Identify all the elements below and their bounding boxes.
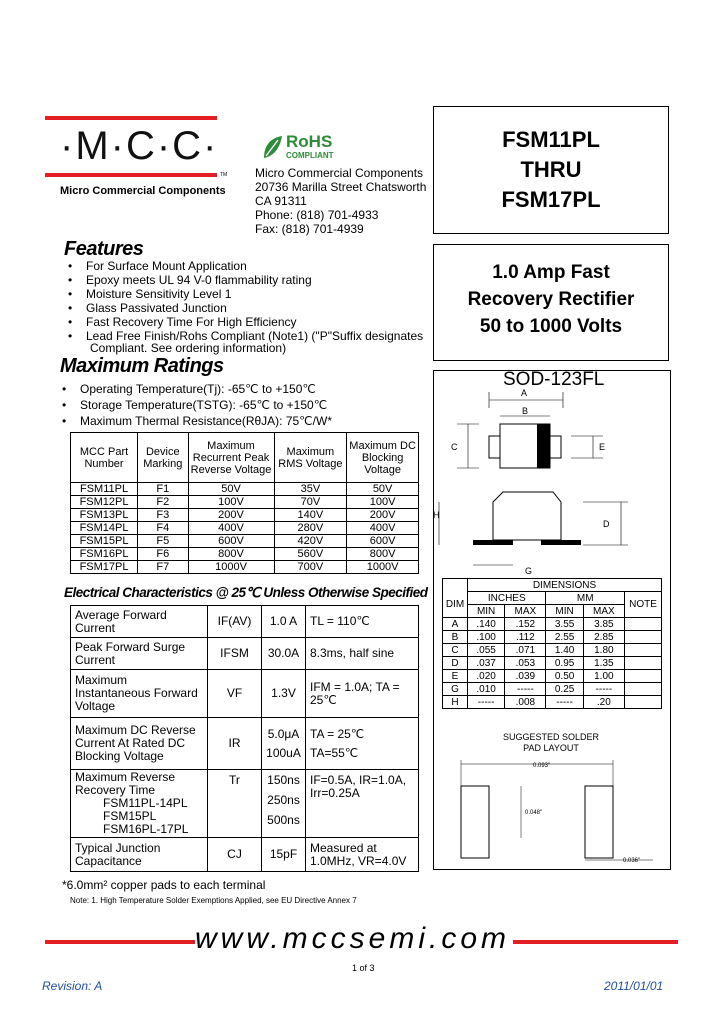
dim-cell: E xyxy=(443,670,468,683)
mr-header: Device Marking xyxy=(138,433,188,483)
rohs-title: RoHS xyxy=(286,132,333,151)
ec-subpart: FSM16PL-17PL xyxy=(103,822,189,836)
ec-param: Maximum DC Reverse Current At Rated DC Blocking Voltage xyxy=(71,718,208,770)
mr-cell: 400V xyxy=(188,522,274,535)
address-line: CA 91311 xyxy=(255,194,307,208)
mr-row xyxy=(71,535,419,548)
dim-header: NOTE xyxy=(625,592,662,618)
mr-row xyxy=(71,522,419,535)
mr-cell: 35V xyxy=(274,483,347,496)
mr-cell: 800V xyxy=(188,548,274,561)
mr-cell: 140V xyxy=(274,509,347,522)
dim-cell: 3.85 xyxy=(583,618,624,631)
page-number: 1 of 3 xyxy=(352,963,375,973)
dim-cell: .020 xyxy=(468,670,505,683)
ec-value: 30.0A xyxy=(262,638,306,670)
pad-right xyxy=(585,786,613,858)
dim-cell: 3.55 xyxy=(546,618,583,631)
dim-header: DIM xyxy=(443,592,468,618)
dim-cell: H xyxy=(443,696,468,709)
dim-cell: 2.85 xyxy=(583,631,624,644)
address-line: Fax: (818) 701-4939 xyxy=(255,222,364,236)
address-line: Phone: (818) 701-4933 xyxy=(255,208,379,222)
description-box xyxy=(433,244,669,361)
feature-item: • Lead Free Finish/Rohs Compliant (Note1) ("P"Suffix designates xyxy=(64,329,423,343)
dimensions-table xyxy=(442,578,662,709)
electrical-table xyxy=(70,605,419,872)
ec-value: 1.0 A xyxy=(262,606,306,638)
pad-w-label: 0.093" xyxy=(533,763,551,769)
ec-symbol: IF(AV) xyxy=(208,606,262,638)
rohs-sub: COMPLIANT xyxy=(286,151,334,160)
part-line3: FSM17PL xyxy=(501,187,601,212)
pad-h-label: 0.048" xyxy=(525,810,543,816)
mr-cell: 420V xyxy=(274,535,347,548)
label-e: E xyxy=(599,442,606,452)
mr-cell: FSM17PL xyxy=(71,561,138,574)
dim-cell: 1.00 xyxy=(583,670,624,683)
note: Note: 1. High Temperature Solder Exemptions Applied, see EU Directive Annex 7 xyxy=(70,896,357,905)
logo-bottom-bar xyxy=(45,173,217,177)
rating-item: • Operating Temperature(Tj): -65℃ to +150℃ xyxy=(58,381,332,397)
label-c: C xyxy=(451,442,458,452)
company-subtitle: Micro Commercial Components xyxy=(60,185,226,197)
dim-row xyxy=(443,657,662,670)
dim-cell: .112 xyxy=(505,631,546,644)
ec-param: Maximum Reverse Recovery Time xyxy=(75,770,176,797)
mr-row xyxy=(71,483,419,496)
body-side-view xyxy=(493,492,561,540)
ec-symbol: CJ xyxy=(208,838,262,872)
mr-cell: F6 xyxy=(138,548,188,561)
pad-g-label: 0.036" xyxy=(623,858,641,864)
dim-cell xyxy=(625,618,662,631)
dim-cell: A xyxy=(443,618,468,631)
side-lead-right xyxy=(541,540,581,545)
feature-item: • Epoxy meets UL 94 V-0 flammability rating xyxy=(64,273,423,287)
feature-item: • Moisture Sensitivity Level 1 xyxy=(64,287,423,301)
mr-cell: FSM11PL xyxy=(71,483,138,496)
ec-value: 500ns xyxy=(267,813,300,827)
ec-param: Average Forward Current xyxy=(71,606,208,638)
dim-cell xyxy=(625,631,662,644)
dim-cell: .20 xyxy=(583,696,624,709)
mr-cell: 700V xyxy=(274,561,347,574)
mr-cell: 1000V xyxy=(347,561,419,574)
ec-symbol: Tr xyxy=(208,770,262,838)
ec-value: 250ns xyxy=(267,793,300,807)
mr-cell: 50V xyxy=(347,483,419,496)
dim-cell: .053 xyxy=(505,657,546,670)
dim-cell: .010 xyxy=(468,683,505,696)
dim-cell: 0.95 xyxy=(546,657,583,670)
footer-bar-right xyxy=(513,940,678,944)
max-ratings-table xyxy=(70,432,419,574)
dim-cell: .140 xyxy=(468,618,505,631)
dim-row xyxy=(443,696,662,709)
ec-param: Peak Forward Surge Current xyxy=(71,638,208,670)
cathode-band xyxy=(537,424,550,468)
mr-cell: 50V xyxy=(188,483,274,496)
label-a: A xyxy=(520,388,528,398)
ec-condition: Measured at 1.0MHz, VR=4.0V xyxy=(306,838,419,872)
ec-value: 100uA xyxy=(266,745,301,760)
mr-cell: F2 xyxy=(138,496,188,509)
mr-cell: 600V xyxy=(347,535,419,548)
mr-cell: 100V xyxy=(347,496,419,509)
ec-subpart: FSM15PL xyxy=(103,809,157,823)
ec-param-cell xyxy=(71,770,208,838)
desc-line2: Recovery Rectifier xyxy=(467,289,635,310)
mcc-logo: ·M·C·C· xyxy=(60,124,219,168)
dim-cell: ----- xyxy=(468,696,505,709)
mr-row xyxy=(71,548,419,561)
max-ratings-list xyxy=(58,381,332,429)
dim-cell xyxy=(625,683,662,696)
footnote: *6.0mm² copper pads to each terminal xyxy=(62,878,266,892)
mr-header: MCC Part Number xyxy=(71,433,138,483)
dim-title: DIMENSIONS xyxy=(468,579,662,592)
dim-cell: 0.25 xyxy=(546,683,583,696)
rating-item: • Maximum Thermal Resistance(RθJA): 75℃/W* xyxy=(58,413,332,429)
dim-subheader: MIN xyxy=(468,605,505,618)
mr-cell: FSM13PL xyxy=(71,509,138,522)
ec-condition: TL = 110℃ xyxy=(306,606,419,638)
footer-bar-left xyxy=(45,940,195,944)
dim-cell: 1.40 xyxy=(546,644,583,657)
lead-right xyxy=(550,436,561,458)
footer-url[interactable]: www.mccsemi.com xyxy=(195,922,511,955)
dim-subheader: MAX xyxy=(583,605,624,618)
mr-cell: F4 xyxy=(138,522,188,535)
ec-condition: TA=55℃ xyxy=(310,745,359,760)
dim-row xyxy=(443,618,662,631)
dim-cell xyxy=(625,657,662,670)
dim-row xyxy=(443,670,662,683)
feature-item: • For Surface Mount Application xyxy=(64,259,423,273)
lead-left xyxy=(489,436,500,458)
mr-row xyxy=(71,509,419,522)
revision: Revision: A xyxy=(42,979,103,993)
feature-item: • Glass Passivated Junction xyxy=(64,301,423,315)
ec-condition: TA = 25℃ xyxy=(310,726,365,741)
ec-value: 150ns xyxy=(267,773,300,787)
dim-cell: .039 xyxy=(505,670,546,683)
dim-cell: D xyxy=(443,657,468,670)
desc-line1: 1.0 Amp Fast xyxy=(492,262,610,283)
package-drawing xyxy=(433,380,669,580)
label-g: G xyxy=(525,566,533,576)
dim-cell: ----- xyxy=(583,683,624,696)
dim-header: INCHES xyxy=(468,592,546,605)
mr-cell: FSM12PL xyxy=(71,496,138,509)
dim-cell: .100 xyxy=(468,631,505,644)
solder-pad-drawing xyxy=(433,756,669,866)
mr-cell: 1000V xyxy=(188,561,274,574)
features-heading: Features xyxy=(64,238,144,260)
solder-title-line1: SUGGESTED SOLDER xyxy=(502,732,600,742)
ec-param: Maximum Instantaneous Forward Voltage xyxy=(71,670,208,718)
dim-cell: ----- xyxy=(505,683,546,696)
dim-cell: .152 xyxy=(505,618,546,631)
ec-value-cell xyxy=(262,770,306,838)
mr-cell: FSM15PL xyxy=(71,535,138,548)
mr-cell: 800V xyxy=(347,548,419,561)
mr-cell: F3 xyxy=(138,509,188,522)
dim-cell: B xyxy=(443,631,468,644)
dim-cell xyxy=(625,696,662,709)
ec-value: 5.0μA xyxy=(267,726,300,741)
label-d: D xyxy=(603,519,610,529)
dim-blank xyxy=(443,579,468,592)
mr-cell: 560V xyxy=(274,548,347,561)
mr-cell: F7 xyxy=(138,561,188,574)
electrical-heading: Electrical Characteristics @ 25℃ Unless Otherwise Specified xyxy=(64,585,428,600)
pad-left xyxy=(461,786,489,858)
dim-cell: .071 xyxy=(505,644,546,657)
ec-value: 1.3V xyxy=(262,670,306,718)
mr-cell: 200V xyxy=(347,509,419,522)
solder-title-line2: PAD LAYOUT xyxy=(523,743,579,753)
dim-cell xyxy=(625,670,662,683)
dim-cell: 1.80 xyxy=(583,644,624,657)
ec-param: Typical Junction Capacitance xyxy=(71,838,208,872)
logo-top-bar xyxy=(45,116,217,120)
solder-title xyxy=(433,732,669,754)
feature-item: • Fast Recovery Time For High Efficiency xyxy=(64,315,423,329)
feature-continuation: Compliant. See ordering information) xyxy=(90,341,287,355)
mr-cell: 600V xyxy=(188,535,274,548)
dim-cell xyxy=(625,644,662,657)
part-line2: THRU xyxy=(520,157,582,182)
dim-cell: G xyxy=(443,683,468,696)
mr-cell: 100V xyxy=(188,496,274,509)
dim-row xyxy=(443,631,662,644)
company-address xyxy=(255,166,426,236)
date: 2011/01/01 xyxy=(604,979,664,993)
dim-row xyxy=(443,683,662,696)
ec-subpart: FSM11PL-14PL xyxy=(103,796,188,810)
mr-cell: 280V xyxy=(274,522,347,535)
mr-row xyxy=(71,496,419,509)
ec-condition: 8.3ms, half sine xyxy=(306,638,419,670)
part-line1: FSM11PL xyxy=(502,127,600,152)
mr-header: Maximum Recurrent Peak Reverse Voltage xyxy=(188,433,274,483)
mr-cell: F1 xyxy=(138,483,188,496)
address-line: 20736 Marilla Street Chatsworth xyxy=(255,180,427,194)
dim-cell: ----- xyxy=(546,696,583,709)
mr-cell: F5 xyxy=(138,535,188,548)
mr-cell: 200V xyxy=(188,509,274,522)
mr-cell: FSM16PL xyxy=(71,548,138,561)
mr-header: Maximum RMS Voltage xyxy=(274,433,347,483)
max-ratings-heading: Maximum Ratings xyxy=(60,355,224,377)
dim-cell: 2.55 xyxy=(546,631,583,644)
rating-item: • Storage Temperature(TSTG): -65℃ to +150℃ xyxy=(58,397,332,413)
mr-row xyxy=(71,561,419,574)
label-h: H xyxy=(433,510,440,520)
dim-header: MM xyxy=(546,592,625,605)
dim-cell: .055 xyxy=(468,644,505,657)
label-b: B xyxy=(521,406,529,416)
ec-condition: IF=0.5A, IR=1.0A, Irr=0.25A xyxy=(306,770,419,838)
mr-header: Maximum DC Blocking Voltage xyxy=(347,433,419,483)
ec-condition-cell xyxy=(306,718,419,770)
dim-subheader: MAX xyxy=(505,605,546,618)
dim-cell: C xyxy=(443,644,468,657)
package-name: SOD-123FL xyxy=(503,369,605,390)
part-number-box xyxy=(433,106,669,234)
dim-subheader: MIN xyxy=(546,605,583,618)
dim-row xyxy=(443,644,662,657)
ec-symbol: VF xyxy=(208,670,262,718)
ec-value-cell xyxy=(262,718,306,770)
side-lead-left xyxy=(473,540,513,545)
ec-value: 15pF xyxy=(262,838,306,872)
dim-cell: 0.50 xyxy=(546,670,583,683)
trademark: TM xyxy=(220,172,228,178)
dim-cell: .008 xyxy=(505,696,546,709)
mr-cell: FSM14PL xyxy=(71,522,138,535)
ec-symbol: IFSM xyxy=(208,638,262,670)
ec-condition: IFM = 1.0A; TA = 25℃ xyxy=(306,670,419,718)
mr-cell: 70V xyxy=(274,496,347,509)
address-line: Micro Commercial Components xyxy=(255,166,424,180)
desc-line3: 50 to 1000 Volts xyxy=(479,316,623,337)
mr-cell: 400V xyxy=(347,522,419,535)
rohs-leaf-icon xyxy=(262,134,284,160)
ec-symbol: IR xyxy=(208,718,262,770)
features-list xyxy=(64,259,423,343)
dim-cell: .037 xyxy=(468,657,505,670)
dim-cell: 1.35 xyxy=(583,657,624,670)
